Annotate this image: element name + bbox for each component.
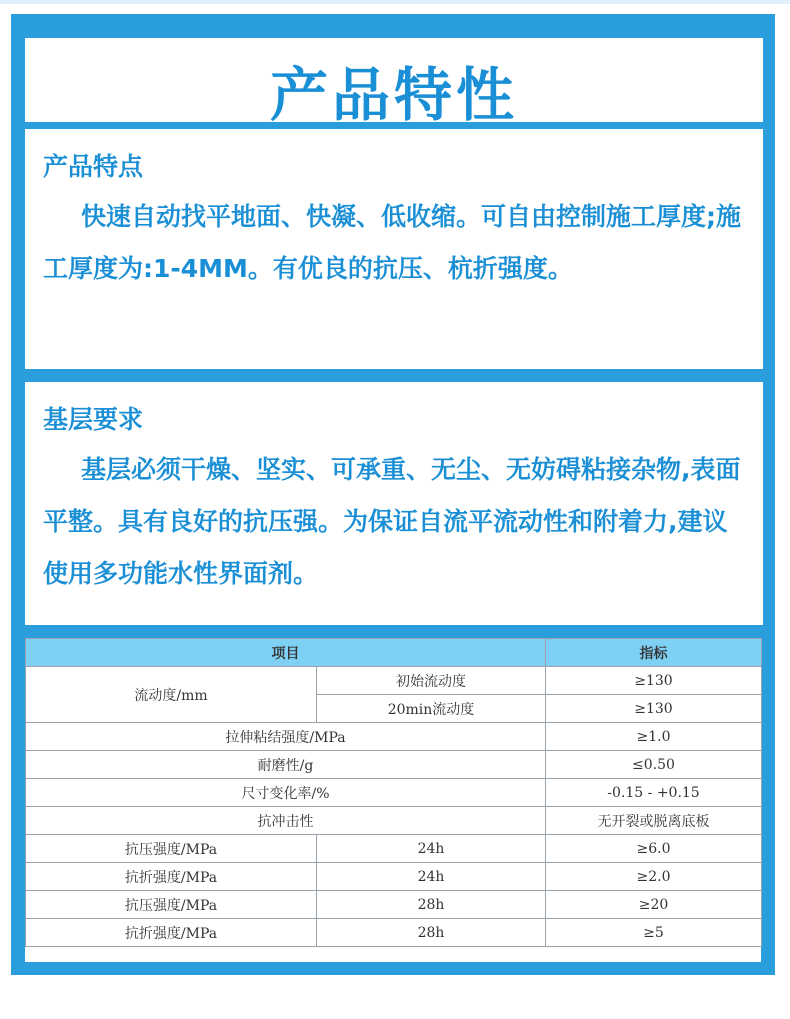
row-item: 耐磨性/g <box>26 751 546 779</box>
strength-value: ≥20 <box>546 891 762 919</box>
header-item: 项目 <box>26 639 546 667</box>
title-panel <box>25 38 763 129</box>
strength-value: ≥2.0 <box>546 863 762 891</box>
flow-label: 流动度/mm <box>26 667 317 723</box>
top-strip <box>0 0 790 4</box>
row-value: ≤0.50 <box>546 751 762 779</box>
strength-value: ≥6.0 <box>546 835 762 863</box>
table-row <box>26 723 762 751</box>
strength-item: 抗压强度/MPa <box>26 891 317 919</box>
strength-item: 抗折强度/MPa <box>26 863 317 891</box>
product-properties-frame <box>11 14 775 975</box>
strength-age: 28h <box>317 919 546 947</box>
table-row <box>26 807 762 835</box>
features-section <box>25 129 763 369</box>
strength-age: 28h <box>317 891 546 919</box>
row-value: 无开裂或脱离底板 <box>546 807 762 835</box>
flow-sub: 初始流动度 <box>317 667 546 695</box>
page-title: 产品特性 <box>269 61 518 129</box>
header-indicator: 指标 <box>546 639 762 667</box>
features-body: 快速自动找平地面、快凝、低收缩。可自由控制施工厚度;施工厚度为:1-4MM。有优良的抗压、杭折强度。 <box>43 202 741 283</box>
flow-value: ≥130 <box>546 667 762 695</box>
table-row <box>26 863 762 891</box>
row-value: ≥1.0 <box>546 723 762 751</box>
strength-value: ≥5 <box>546 919 762 947</box>
table-row <box>26 891 762 919</box>
row-item: 抗冲击性 <box>26 807 546 835</box>
strength-item: 抗压强度/MPa <box>26 835 317 863</box>
flow-sub: 20min流动度 <box>317 695 546 723</box>
table-header-row <box>26 639 762 667</box>
strength-age: 24h <box>317 863 546 891</box>
table-row <box>26 919 762 947</box>
table-row <box>26 779 762 807</box>
flow-value: ≥130 <box>546 695 762 723</box>
table-row <box>26 835 762 863</box>
features-heading: 产品特点 <box>43 152 144 181</box>
base-requirements-body: 基层必须干燥、坚实、可承重、无尘、无妨碍粘接杂物,表面平整。具有良好的抗压强。为保证自流平流动性和附着力,建议使用多功能水性界面剂。 <box>43 455 741 588</box>
strength-age: 24h <box>317 835 546 863</box>
base-requirements-heading: 基层要求 <box>43 405 144 434</box>
row-value: -0.15 - +0.15 <box>546 779 762 807</box>
base-requirements-section <box>25 382 763 625</box>
spec-table-wrap <box>25 638 761 962</box>
spec-table <box>25 638 762 947</box>
table-row <box>26 667 762 695</box>
row-item: 拉伸粘结强度/MPa <box>26 723 546 751</box>
strength-item: 抗折强度/MPa <box>26 919 317 947</box>
row-item: 尺寸变化率/% <box>26 779 546 807</box>
table-row <box>26 751 762 779</box>
